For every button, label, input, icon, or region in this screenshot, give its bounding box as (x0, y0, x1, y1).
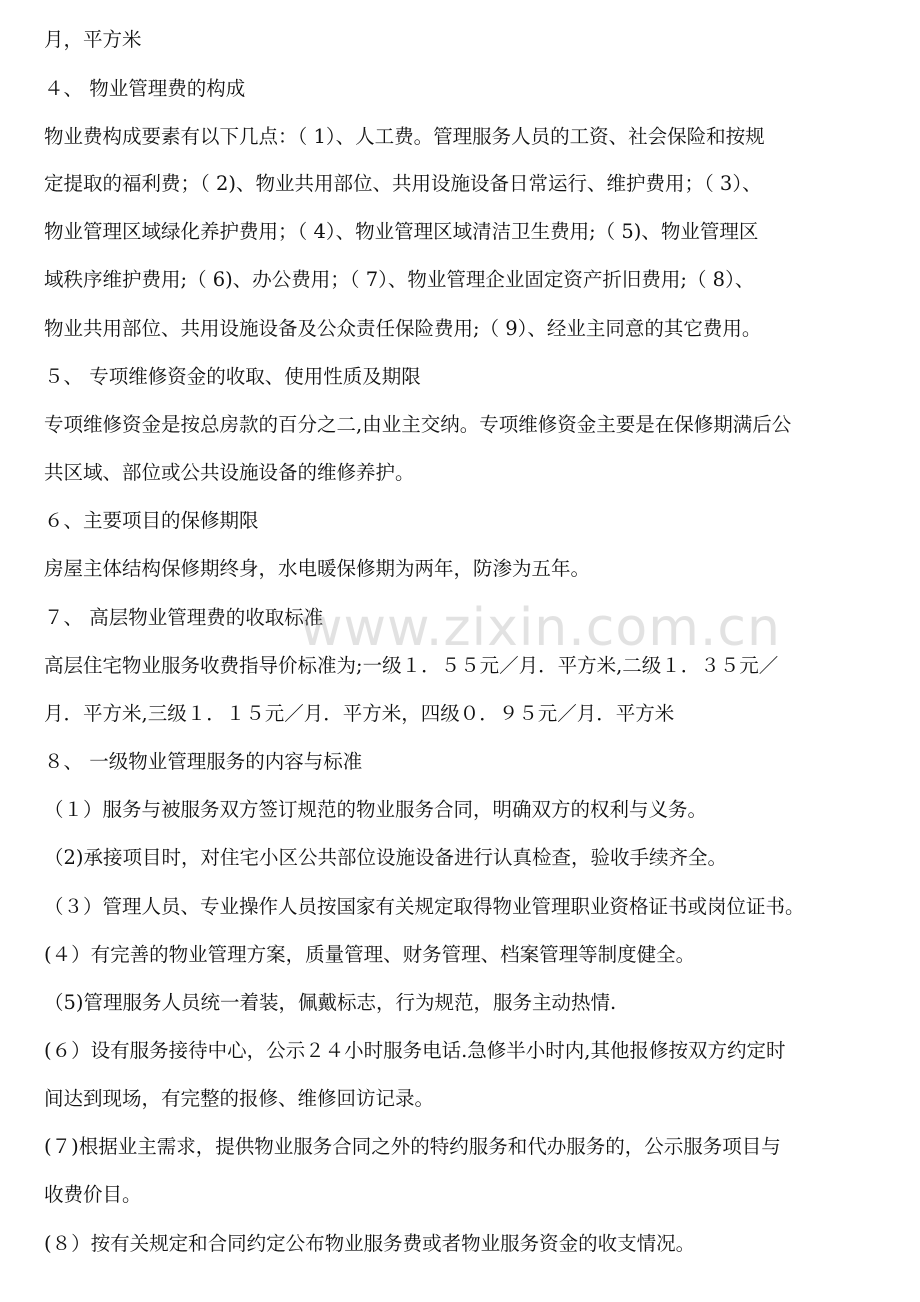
list-item: (８）按有关规定和合同约定公布物业服务费或者物业服务资金的收支情况。 (44, 1232, 696, 1255)
watermark: www.zixin.com.cn (300, 598, 781, 658)
text-line: 收费价目。 (44, 1183, 142, 1206)
text-line: 间达到现场，有完整的报修、维修回访记录。 (44, 1087, 435, 1110)
list-item: （2)承接项目时，对住宅小区公共部位设施设备进行认真检查，验收手续齐全。 (44, 846, 728, 869)
text-line: 月．平方米,三级１．１５元／月．平方米，四级０．９５元／月．平方米 (44, 702, 675, 725)
text-line: 房屋主体结构保修期终身，水电暖保修期为两年，防渗为五年。 (44, 557, 591, 580)
text-line: 物业管理区域绿化养护费用；（ 4）、物业管理区域清洁卫生费用;（ 5)、物业管理区 (44, 220, 759, 243)
text-line: 域秩序维护费用;（ 6)、办公费用；（ 7）、物业管理企业固定资产折旧费用;（ 8）、 (44, 268, 755, 291)
section-heading: ６、主要项目的保修期限 (44, 509, 259, 532)
list-item: （5)管理服务人员统一着装，佩戴标志，行为规范，服务主动热情. (44, 991, 617, 1014)
text-line: 共区域、部位或公共设施设备的维修养护。 (44, 461, 415, 484)
list-item: (４）有完善的物业管理方案，质量管理、财务管理、档案管理等制度健全。 (44, 943, 696, 966)
list-item: （３）管理人员、专业操作人员按国家有关规定取得物业管理职业资格证书或岗位证书。 (44, 895, 805, 918)
text-line: 物业费构成要素有以下几点：（ 1）、人工费。管理服务人员的工资、社会保险和按规 (44, 125, 765, 148)
text-line: 定提取的福利费；（ 2)、物业共用部位、共用设施设备日常运行、维护费用；（ 3）、 (44, 172, 762, 195)
text-line: 月，平方米 (44, 28, 142, 51)
text-line: 专项维修资金是按总房款的百分之二,由业主交纳。专项维修资金主要是在保修期满后公 (44, 413, 792, 436)
list-item: （１）服务与被服务双方签订规范的物业服务合同，明确双方的权利与义务。 (44, 798, 708, 821)
text-line: 高层住宅物业服务收费指导价标准为;一级１．５５元／月．平方米,二级１．３５元／ (44, 654, 779, 677)
section-heading: ４、 物业管理费的构成 (44, 77, 246, 100)
list-item: (６）设有服务接待中心，公示２４小时服务电话.急修半小时内,其他报修按双方约定时 (44, 1039, 786, 1062)
section-heading: ７、 高层物业管理费的收取标准 (44, 606, 324, 629)
list-item: (７)根据业主需求，提供物业服务合同之外的特约服务和代办服务的，公示服务项目与 (44, 1135, 781, 1158)
section-heading: ８、 一级物业管理服务的内容与标准 (44, 750, 363, 773)
section-heading: ５、 专项维修资金的收取、使用性质及期限 (44, 365, 421, 388)
text-line: 物业共用部位、共用设施设备及公众责任保险费用;（ 9）、经业主同意的其它费用。 (44, 317, 762, 340)
